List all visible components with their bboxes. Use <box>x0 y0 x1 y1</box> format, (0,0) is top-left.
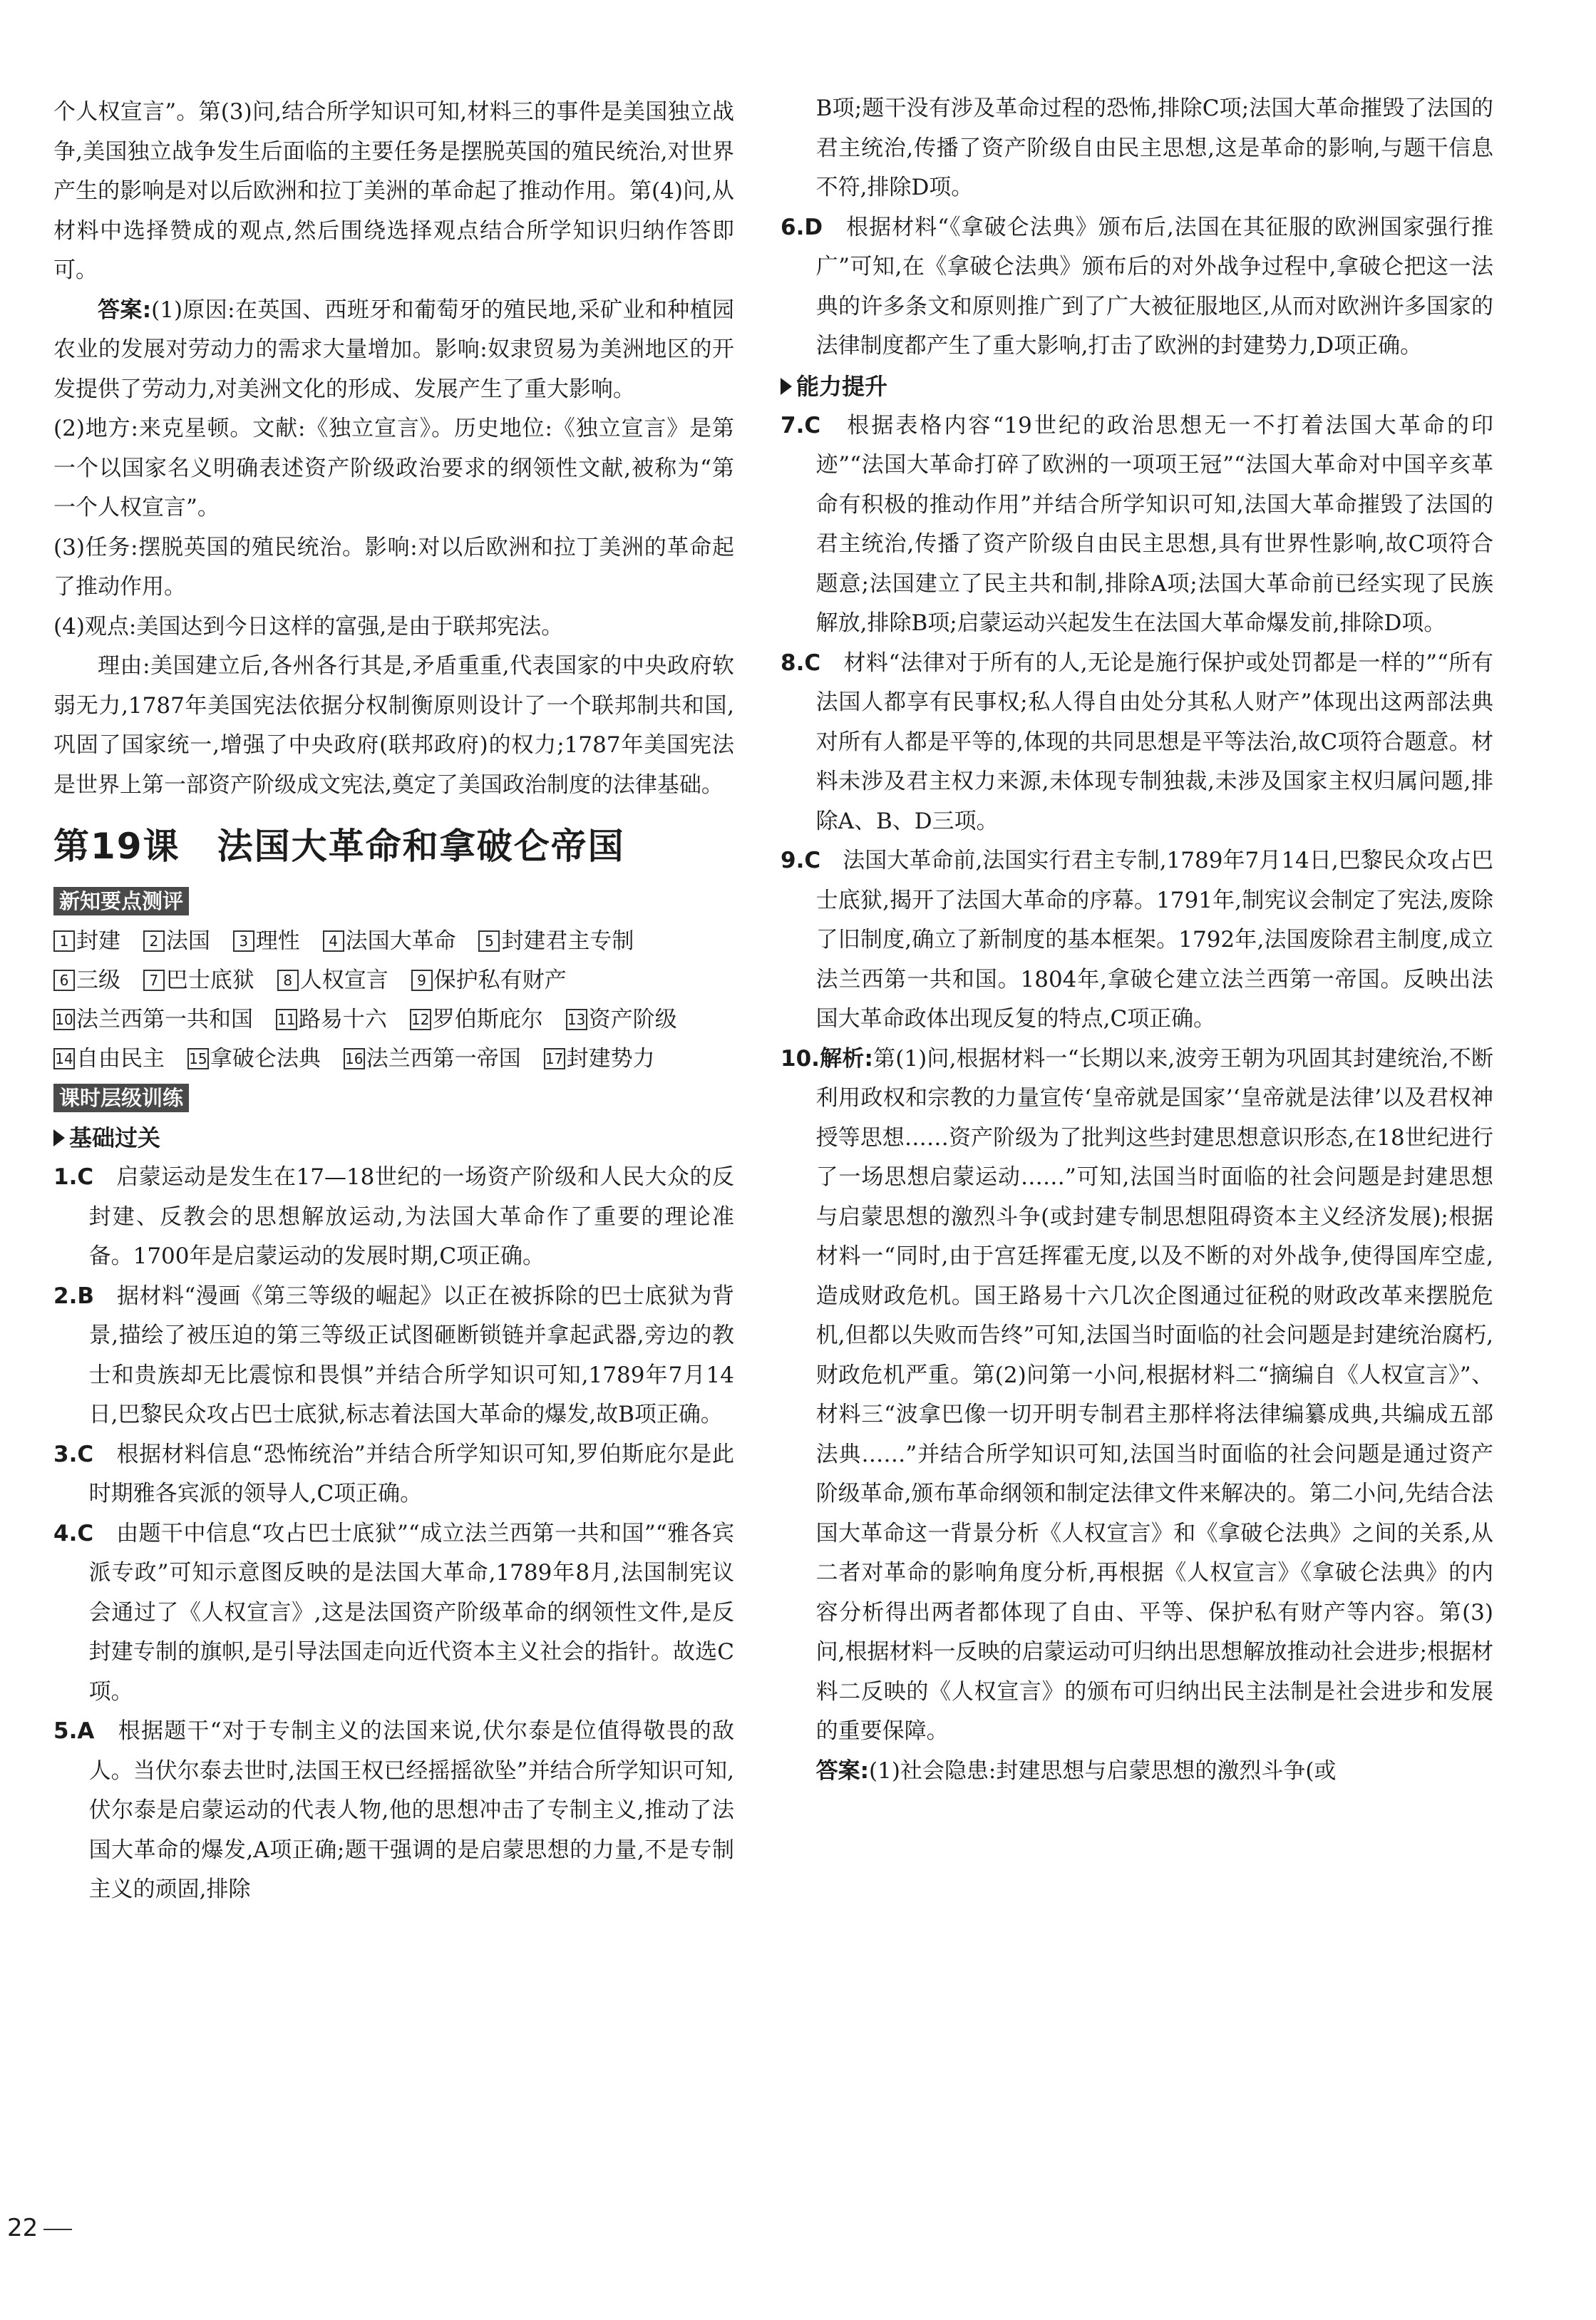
triangle-icon <box>53 1129 65 1146</box>
keyword-item: 4 法国大革命 <box>323 922 456 961</box>
keyword-item: 17 封建势力 <box>544 1040 655 1079</box>
answer-2: (2)地方:来克星顿。文献:《独立宣言》。历史地位:《独立宣言》是第一个以国家名义明确表述资产阶级政治要求的纲领性文献,被称为“第一个人权宣言”。 <box>53 416 734 520</box>
triangle-icon <box>781 378 792 395</box>
keyword-item: 6 三级 <box>53 961 120 1000</box>
keyword-item: 16 法兰西第一帝国 <box>344 1040 521 1079</box>
sub-improve: 能力提升 <box>781 366 1493 406</box>
answer-4: (4)观点:美国达到今日这样的富强,是由于联邦宪法。 <box>53 613 564 640</box>
question-1: 1.C 启蒙运动是发生在17—18世纪的一场资产阶级和人民大众的反封建、反教会的思想解放运动,为法国大革命作了重要的理论准备。1700年是启蒙运动的发展时期,C项正确。 <box>53 1164 735 1269</box>
keyword-item: 1 封建 <box>53 922 120 961</box>
question-9: 9.C 法国大革命前,法国实行君主专制,1789年7月14日,巴黎民众攻占巴士底狱,揭开了法国大革命的序幕。1791年,制宪议会制定了宪法,废除了旧制度,确立了新制度的基本框架。1792年,法国废除君主制度,成立法兰西第一共和国。1804年,拿破仑建立法兰西第一帝国。反映出法国大革命政体出现反复的特点,C项正确。 <box>781 848 1494 1032</box>
keyword-list <box>53 922 734 1079</box>
question-4: 4.C 由题干中信息“攻占巴士底狱”“成立法兰西第一共和国”“雅各宾派专政”可知示意图反映的是法国大革命,1789年8月,法国制宪议会通过了《人权宣言》,这是法国资产阶级革命的纲领性文件,是反封建专制的旗帜,是引导法国走向近代资本主义社会的指针。故选C项。 <box>53 1520 735 1705</box>
keyword-item: 3 理性 <box>233 922 300 961</box>
keyword-item: 13 资产阶级 <box>566 1000 677 1040</box>
keyword-item: 12 罗伯斯庇尔 <box>410 1000 543 1040</box>
answer-1: (1)原因:在英国、西班牙和葡萄牙的殖民地,采矿业和种植园农业的发展对劳动力的需求大量增加。影响:奴隶贸易为美洲地区的开发提供了劳动力,对美洲文化的形成、发展产生了重大影响。 <box>53 297 734 402</box>
question-3: 3.C 根据材料信息“恐怖统治”并结合所学知识可知,罗伯斯庇尔是此时期雅各宾派的领导人,C项正确。 <box>53 1441 734 1507</box>
right-column <box>781 89 1493 1791</box>
lesson-title: 第19课 法国大革命和拿破仑帝国 <box>53 826 625 867</box>
answer-block <box>53 291 734 410</box>
keyword-item: 10 法兰西第一共和国 <box>53 1000 253 1040</box>
page-number: 22 <box>7 2214 72 2242</box>
tag-keypoints: 新知要点测评 <box>53 887 189 915</box>
answer-3: (3)任务:摆脱英国的殖民统治。影响:对以后欧洲和拉丁美洲的革命起了推动作用。 <box>53 534 734 600</box>
question-2: 2.B 据材料“漫画《第三等级的崛起》以正在被拆除的巴士底狱为背景,描绘了被压迫的第三等级正试图砸断锁链并拿起武器,旁边的教士和贵族却无比震惊和畏惧”并结合所学知识可知,1789年7月14日,巴黎民众攻占巴士底狱,标志着法国大革命的爆发,故B项正确。 <box>53 1283 734 1427</box>
tag-training: 课时层级训练 <box>53 1084 189 1112</box>
keyword-item: 9 保护私有财产 <box>411 961 567 1000</box>
keyword-item: 5 封建君主专制 <box>478 922 634 961</box>
answer-label: 答案: <box>98 297 152 323</box>
answer-10: 答案:(1)社会隐患:封建思想与启蒙思想的激烈斗争(或 <box>815 1757 1337 1784</box>
keyword-item: 15 拿破仑法典 <box>187 1040 321 1079</box>
intro-paragraph: 个人权宣言”。第(3)问,结合所学知识可知,材料三的事件是美国独立战争,美国独立战争发生后面临的主要任务是摆脱英国的殖民统治,对世界产生的影响是对以后欧洲和拉丁美洲的革命起了推动作用。第(4)问,从材料中选择赞成的观点,然后围绕选择观点结合所学知识归纳作答即可。 <box>53 99 734 283</box>
question-5: 5.A 根据题干“对于专制主义的法国来说,伏尔泰是位值得敬畏的敌人。当伏尔泰去世时,法国王权已经摇摇欲坠”并结合所学知识可知,伏尔泰是启蒙运动的代表人物,他的思想冲击了专制主义,推动了法国大革命的爆发,A项正确;题干强调的是启蒙思想的力量,不是专制主义的顽固,排除 <box>53 1718 735 1902</box>
question-7: 7.C 根据表格内容“19世纪的政治思想无一不打着法国大革命的印迹”“法国大革命打碎了欧洲的一项项王冠”“法国大革命对中国辛亥革命有积极的推动作用”并结合所学知识可知,法国大革命摧毁了法国的君主统治,传播了资产阶级自由民主思想,具有世界性影响,故C项符合题意;法国建立了民主共和制,排除A项;法国大革命前已经实现了民族解放,排除B项;启蒙运动兴起发生在法国大革命爆发前,排除D项。 <box>781 412 1494 636</box>
question-5-continued: B项;题干没有涉及革命过程的恐怖,排除C项;法国大革命摧毁了法国的君主统治,传播了资产阶级自由民主思想,这是革命的影响,与题干信息不符,排除D项。 <box>815 96 1493 200</box>
keyword-item: 11 路易十六 <box>276 1000 387 1040</box>
keyword-item: 7 巴士底狱 <box>143 961 254 1000</box>
sub-basic: 基础过关 <box>53 1118 734 1158</box>
answer-4-reason: 理由:美国建立后,各州各行其是,矛盾重重,代表国家的中央政府软弱无力,1787年美国宪法依据分权制衡原则设计了一个联邦制共和国,巩固了国家统一,增强了中央政府(联邦政府)的权力;1787年美国宪法是世界上第一部资产阶级成文宪法,奠定了美国政治制度的法律基础。 <box>53 653 734 798</box>
keyword-item: 2 法国 <box>143 922 210 961</box>
keyword-item: 14 自由民主 <box>53 1040 165 1079</box>
question-6: 6.D 根据材料“《拿破仑法典》颁布后,法国在其征服的欧洲国家强行推广”可知,在《拿破仑法典》颁布后的对外战争过程中,拿破仑把这一法典的许多条文和原则推广到了广大被征服地区,从而对欧洲许多国家的法律制度都产生了重大影响,打击了欧洲的封建势力,D项正确。 <box>781 214 1493 359</box>
question-10: 10.解析:第(1)问,根据材料一“长期以来,波旁王朝为巩固其封建统治,不断利用政权和宗教的力量宣传‘皇帝就是国家’‘皇帝就是法律’以及君权神授等思想……资产阶级为了批判这些封建思想意识形态,在18世纪进行了一场思想启蒙运动……”可知,法国当时面临的社会问题是封建思想与启蒙思想的激烈斗争(或封建专制思想阻碍资本主义经济发展);根据材料一“同时,由于宫廷挥霍无度,以及不断的对外战争,使得国库空虚,造成财政危机。国王路易十六几次企图通过征税的财政改革来摆脱危机,但都以失败而告终”可知,法国当时面临的社会问题是封建统治腐朽,财政危机严重。第(2)问第一小问,根据材料二“摘编自《人权宣言》”、材料三“波拿巴像一切开明专制君主那样将法律编纂成典,共编成五部法典……”并结合所学知识可知,法国当时面临的社会问题是通过资产阶级革命,颁布革命纲领和制定法律文件来解决的。第二小问,先结合法国大革命这一背景分析《人权宣言》和《拿破仑法典》之间的关系,从二者对革命的影响角度分析,再根据《人权宣言》《拿破仑法典》的内容分析得出两者都体现了自由、平等、保护私有财产等内容。第(3)问,根据材料一反映的启蒙运动可归纳出思想解放推动社会进步;根据材料二反映的《人权宣言》的颁布可归纳出民主法制是社会进步和发展的重要保障。 <box>781 1045 1493 1744</box>
question-8: 8.C 材料“法律对于所有的人,无论是施行保护或处罚都是一样的”“所有法国人都享有民事权;私人得自由处分其私人财产”体现出这两部法典对所有人都是平等的,体现的共同思想是平等法治,故C项符合题意。材料未涉及君主权力来源,未体现专制独裁,未涉及国家主权归属问题,排除A、B、D三项。 <box>781 650 1493 834</box>
keyword-item: 8 人权宣言 <box>277 961 388 1000</box>
left-column <box>53 93 734 1910</box>
